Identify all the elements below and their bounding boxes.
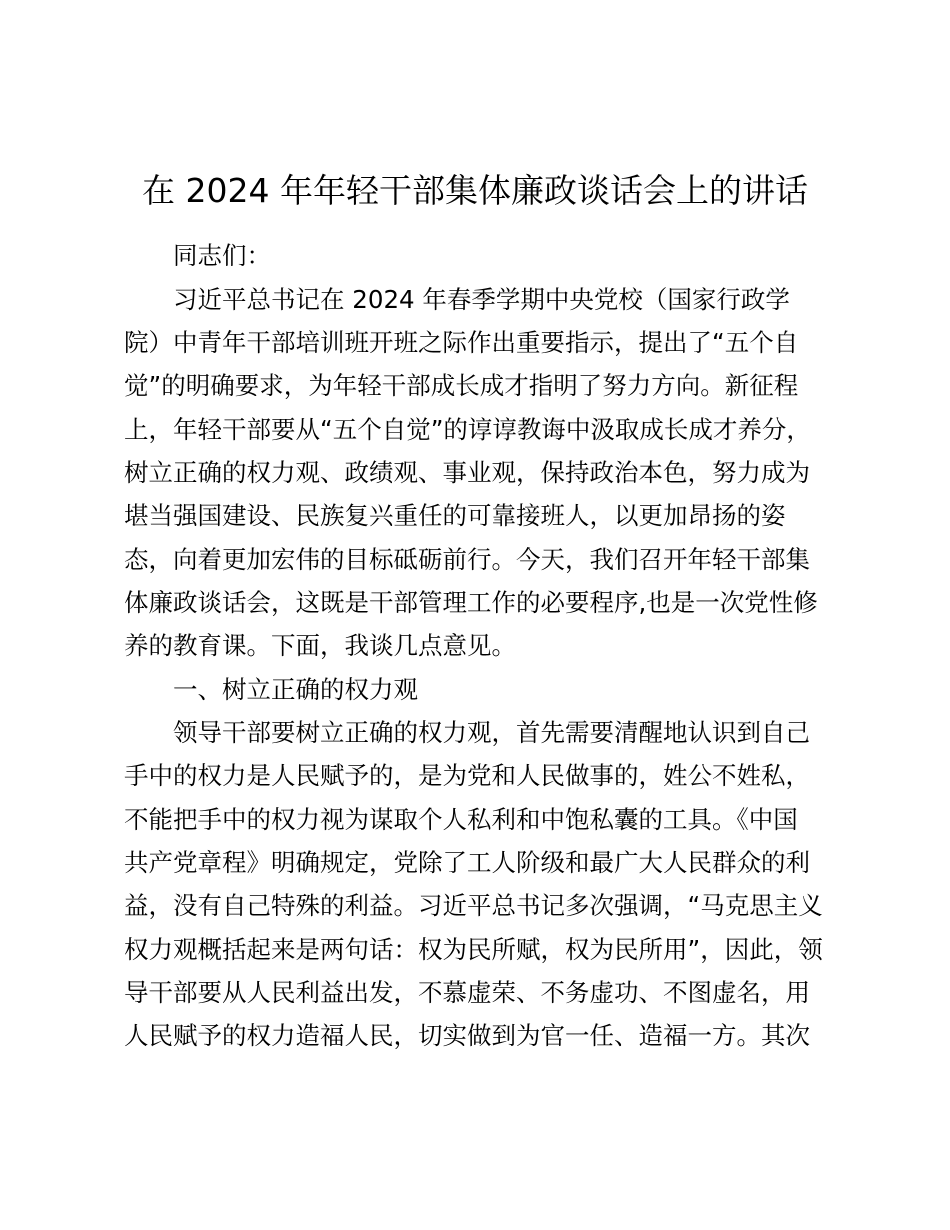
- body-line: 习近平总书记在 2024 年春季学期中央党校（国家行政学: [173, 285, 790, 314]
- body-line: 共产党章程》明确规定，党除了工人阶级和最广大人民群众的利: [124, 848, 810, 877]
- section-heading: 一、树立正确的权力观: [173, 675, 418, 704]
- document-title: 在 2024 年年轻干部集体廉政谈话会上的讲话: [142, 171, 808, 210]
- salutation: 同志们：: [173, 241, 271, 270]
- body-line: 养的教育课。下面，我谈几点意见。: [124, 631, 516, 660]
- body-line: 领导干部要树立正确的权力观，首先需要清醒地认识到自己: [173, 718, 810, 747]
- body-line: 导干部要从人民利益出发，不慕虚荣、不务虚功、不图虚名，用: [124, 978, 810, 1007]
- body-line: 院）中青年干部培训班开班之际作出重要指示，提出了“五个自: [124, 328, 799, 357]
- body-line: 权力观概括起来是两句话：权为民所赋，权为民所用”，因此，领: [124, 935, 823, 964]
- body-line: 觉”的明确要求，为年轻干部成长成才指明了努力方向。新征程: [124, 371, 799, 400]
- body-line: 手中的权力是人民赋予的，是为党和人民做事的，姓公不姓私，: [124, 761, 810, 790]
- body-line: 不能把手中的权力视为谋取个人私利和中饱私囊的工具。《中国: [124, 805, 798, 834]
- body-line: 态，向着更加宏伟的目标砥砺前行。今天，我们召开年轻干部集: [124, 545, 810, 574]
- body-line: 树立正确的权力观、政绩观、事业观，保持政治本色，努力成为: [124, 458, 810, 487]
- body-line: 益，没有自己特殊的利益。习近平总书记多次强调，“马克思主义: [124, 891, 823, 920]
- body-line: 上，年轻干部要从“五个自觉”的谆谆教诲中汲取成长成才养分，: [124, 415, 811, 444]
- body-line: 人民赋予的权力造福人民，切实做到为官一任、造福一方。其次: [124, 1021, 810, 1050]
- body-line: 堪当强国建设、民族复兴重任的可靠接班人，以更加昂扬的姿: [124, 501, 786, 530]
- body-line: 体廉政谈话会，这既是干部管理工作的必要程序,也是一次党性修: [124, 588, 818, 617]
